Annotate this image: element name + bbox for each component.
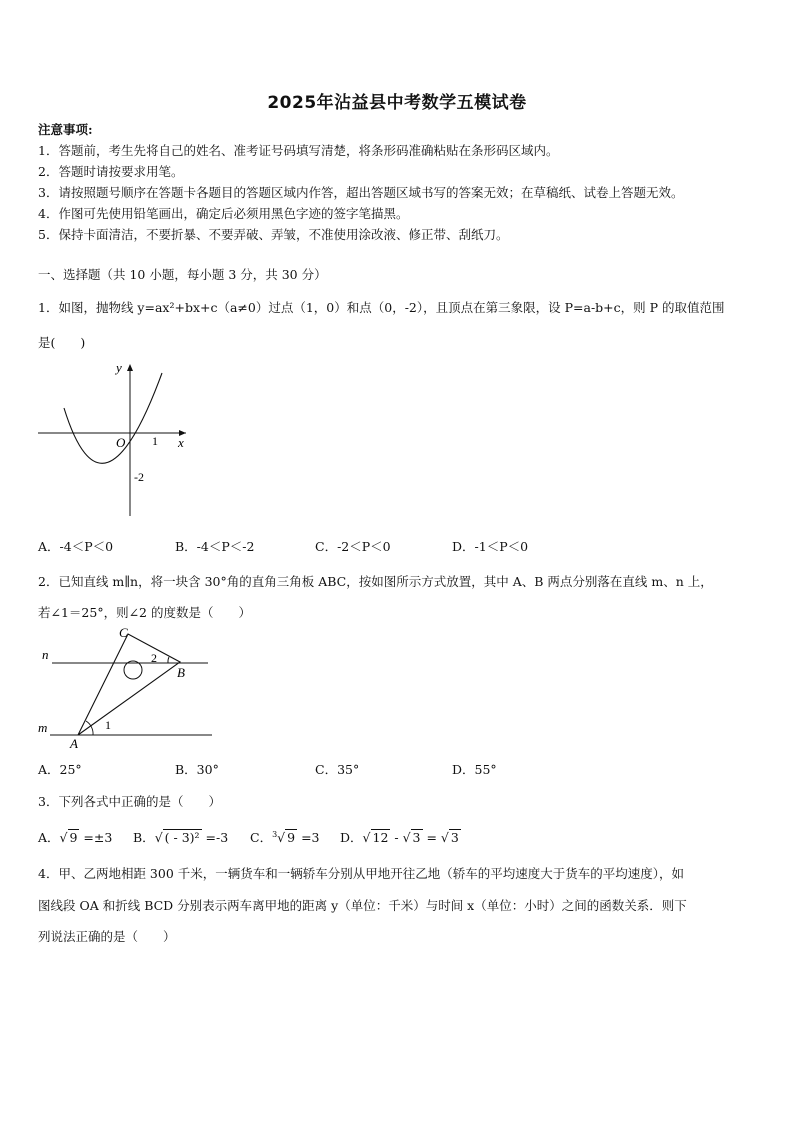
q1-text-line1: 1．如图，抛物线 y=ax²+bx+c（a≠0）过点（1，0）和点（0，-2），且顶点在第三象限，设 P=a-b+c，则 P 的取值范围	[38, 300, 725, 315]
notice-heading: 注意事项:	[38, 122, 93, 137]
y-axis-arrow	[127, 364, 133, 371]
q3-option-a-suffix: =±3	[79, 830, 113, 845]
label-b: B	[177, 665, 185, 680]
label-origin: O	[116, 435, 126, 450]
label-angle-2: 2	[151, 651, 157, 665]
q3-option-d-radicand-2: 3	[412, 830, 421, 845]
section-heading: 一、选择题（共 10 小题，每小题 3 分，共 30 分）	[38, 267, 327, 282]
q1-parabola-figure	[36, 358, 196, 520]
q1-option-c[interactable]: C．-2＜P＜0	[315, 539, 391, 554]
q3-option-b[interactable]: B．√ ( - 3)² =-3	[133, 830, 229, 845]
q3-option-b-suffix: =-3	[201, 830, 229, 845]
q1-option-a[interactable]: A．-4＜P＜0	[38, 539, 114, 554]
notice-item-5: 5．保持卡面清洁，不要折暴、不要弄破、弄皱，不准使用涂改液、修正带、刮纸刀。	[38, 227, 509, 242]
label-y: y	[116, 360, 122, 375]
label-angle-1: 1	[105, 718, 111, 732]
triangle-abc	[78, 634, 180, 735]
label-one: 1	[152, 434, 158, 448]
q3-option-d-prefix: D．	[340, 830, 363, 845]
q2-text-line2: 若∠1＝25°，则∠2 的度数是（ ）	[38, 605, 251, 620]
q2-option-b[interactable]: B．30°	[175, 762, 219, 777]
q2-triangle-figure	[36, 622, 216, 752]
q1-option-b[interactable]: B．-4＜P＜-2	[175, 539, 255, 554]
label-minus-two: -2	[134, 470, 144, 484]
q2-option-c[interactable]: C．35°	[315, 762, 360, 777]
q4-text-line3: 列说法正确的是（ ）	[38, 929, 176, 944]
q3-text: 3．下列各式中正确的是（ ）	[38, 794, 221, 809]
label-n: n	[42, 647, 49, 662]
label-x: x	[178, 435, 184, 450]
q4-text-line2: 图线段 OA 和折线 BCD 分别表示两车离甲地的距离 y（单位：千米）与时间 x（单位：小时）之间的函数关系．则下	[38, 898, 687, 913]
q3-option-c-index: 3	[272, 829, 278, 839]
q3-option-d-radicand-3: 3	[450, 830, 459, 845]
q3-option-a[interactable]: A．√ 9 =±3	[38, 830, 113, 845]
q2-text-line1: 2．已知直线 m∥n，将一块含 30°角的直角三角板 ABC，按如图所示方式放置，其中 A、B 两点分别落在直线 m、n 上，	[38, 574, 713, 589]
triangle-hole	[124, 661, 142, 679]
notice-item-4: 4．作图可先使用铅笔画出，确定后必须用黑色字迹的签字笔描黑。	[38, 206, 409, 221]
q3-option-d[interactable]: D．√ 12 - √ 3 = √ 3	[340, 830, 459, 845]
label-c: C	[119, 625, 128, 640]
angle-2-arc	[168, 657, 169, 663]
q3-option-a-prefix: A．	[38, 830, 60, 845]
q4-text-line1: 4．甲、乙两地相距 300 千米，一辆货车和一辆轿车分别从甲地开往乙地（轿车的平均速度大于货车的平均速度），如	[38, 866, 685, 881]
q3-option-c-suffix: =3	[297, 830, 320, 845]
parabola-curve	[64, 373, 162, 463]
q1-text-line2: 是( )	[38, 335, 86, 350]
q3-option-a-radicand: 9	[69, 830, 78, 845]
q2-option-a[interactable]: A．25°	[38, 762, 82, 777]
q3-option-c-radicand: 9	[287, 830, 296, 845]
q3-option-c-prefix: C．	[250, 830, 273, 845]
q3-option-b-radicand: ( - 3)²	[164, 830, 200, 845]
q3-option-b-prefix: B．	[133, 830, 155, 845]
notice-item-1: 1．答题前，考生先将自己的姓名、准考证号码填写清楚，将条形码准确粘贴在条形码区域内。	[38, 143, 559, 158]
q3-option-d-minus: -	[390, 830, 403, 845]
q2-option-d[interactable]: D．55°	[452, 762, 497, 777]
notice-item-3: 3．请按照题号顺序在答题卡各题目的答题区域内作答，超出答题区域书写的答案无效；在草稿纸、试卷上答题无效。	[38, 185, 684, 200]
label-a: A	[70, 736, 78, 751]
q3-option-d-radicand-1: 12	[372, 830, 389, 845]
page-title: 2025年沾益县中考数学五模试卷	[267, 93, 527, 113]
q1-option-d[interactable]: D．-1＜P＜0	[452, 539, 529, 554]
q3-option-d-equals: =	[422, 830, 441, 845]
q3-option-c[interactable]: C．$^3$√ 9 =3	[250, 829, 320, 845]
label-m: m	[38, 720, 48, 735]
notice-item-2: 2．答题时请按要求用笔。	[38, 164, 184, 179]
